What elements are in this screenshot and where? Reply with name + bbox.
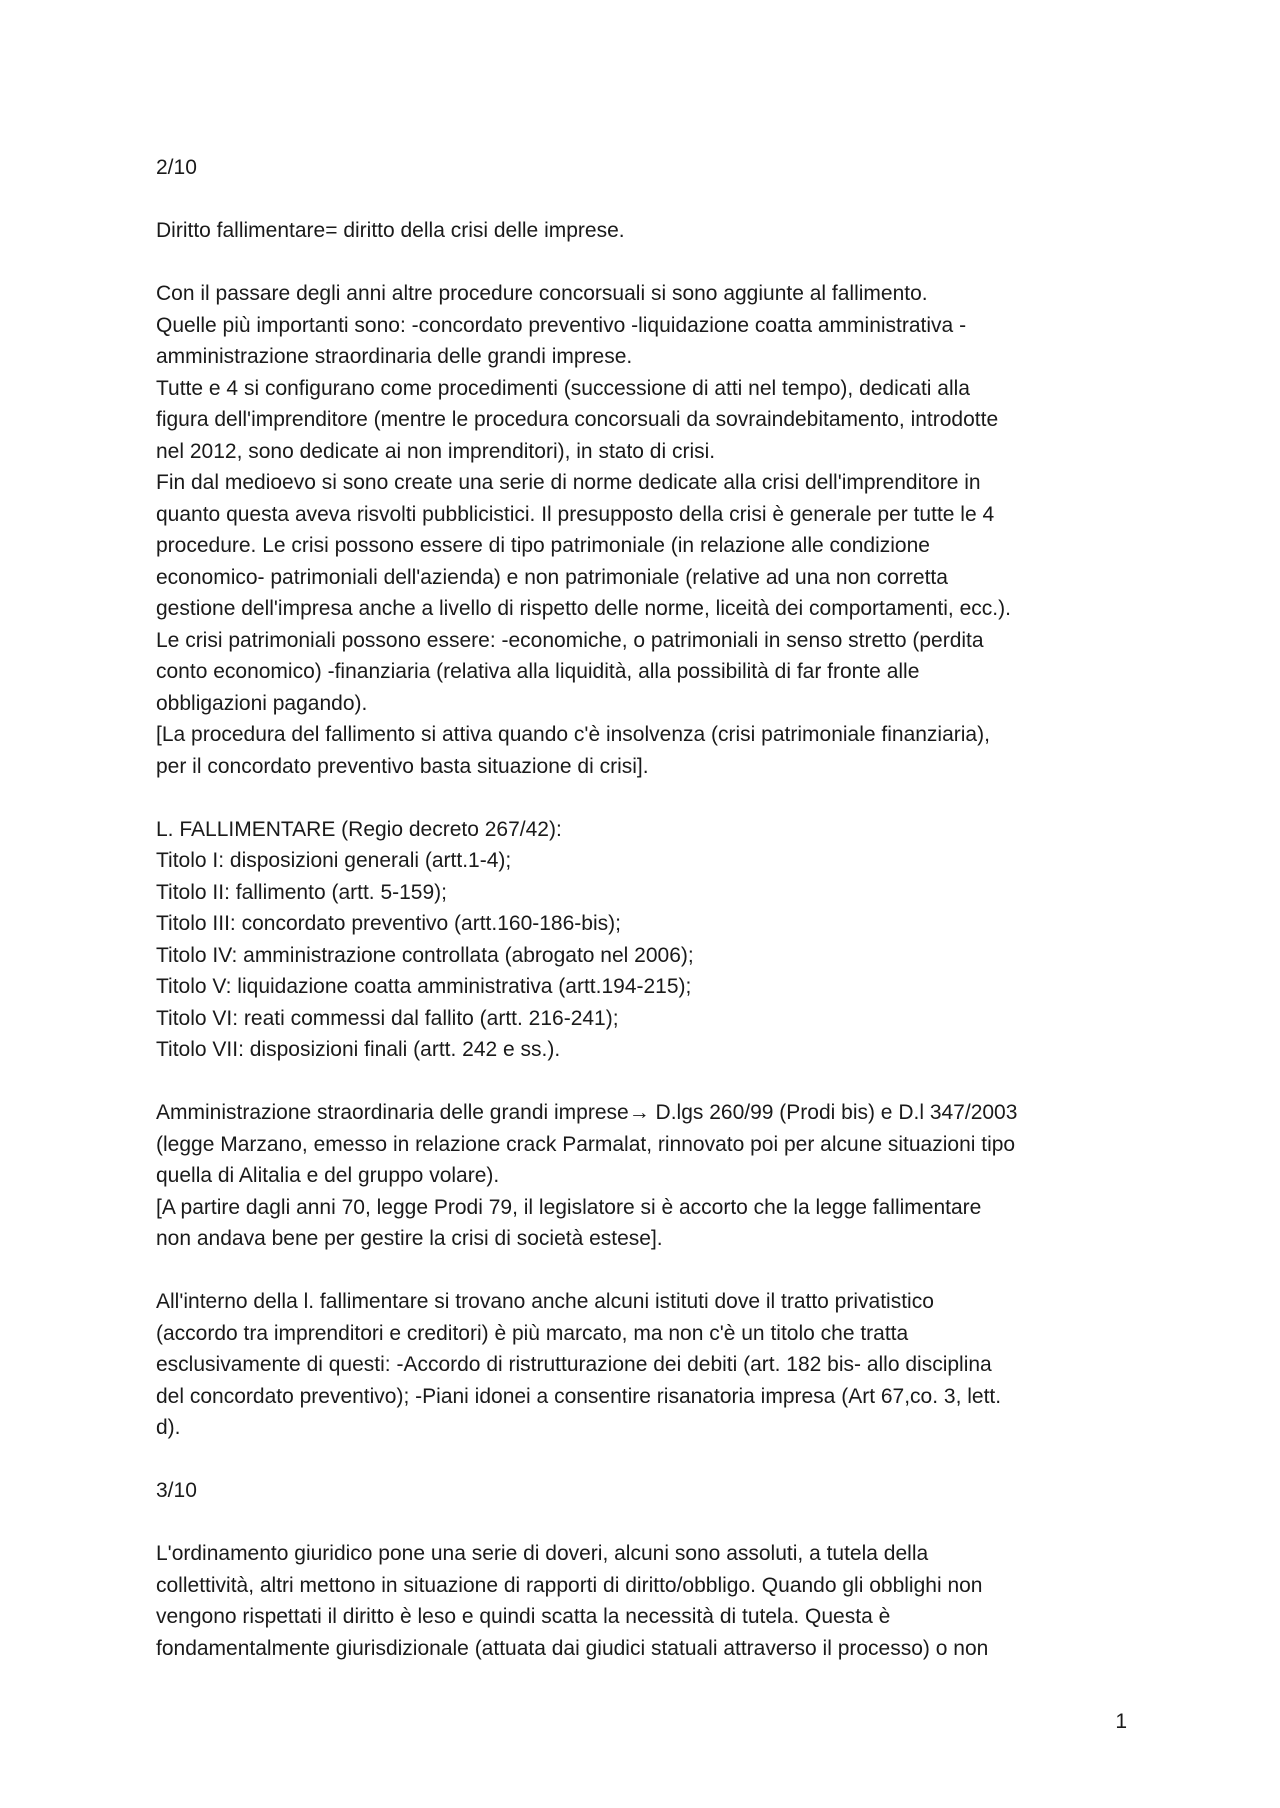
text-line: Con il passare degli anni altre procedure concorsuali si sono aggiunte al fallimento.: [156, 282, 928, 305]
text-line: Le crisi patrimoniali possono essere: -economiche, o patrimoniali in senso stretto (perdita: [156, 628, 984, 652]
text-line: gestione dell'impresa anche a livello di rispetto delle norme, liceità dei comportamenti, ecc.).: [156, 597, 1011, 620]
paragraph-gap: [156, 1255, 1136, 1287]
text-line: Titolo VII: disposizioni finali (artt. 242 e ss.).: [156, 1038, 561, 1061]
text-line: quella di Alitalia e del gruppo volare).: [156, 1164, 500, 1187]
text-line: conto economico) -finanziaria (relativa alla liquidità, alla possibilità di far fronte alle: [156, 660, 920, 683]
text-line: nel 2012, sono dedicate ai non imprenditori), in stato di crisi.: [156, 439, 716, 463]
text-line: non andava bene per gestire la crisi di società estese].: [156, 1227, 663, 1250]
text-line: figura dell'imprenditore (mentre le procedura concorsuali da sovraindebitamento, introdotte: [156, 408, 999, 431]
text-line: collettività, altri mettono in situazione di rapporti di diritto/obbligo. Quando gli obblighi non: [156, 1573, 983, 1597]
text-line: Titolo I: disposizioni generali (artt.1-4);: [156, 849, 512, 872]
text-line: Fin dal medioevo si sono create una serie di norme dedicate alla crisi dell'imprenditore in: [156, 471, 981, 494]
text-line: Titolo II: fallimento (artt. 5-159);: [156, 880, 447, 904]
text-line: Titolo IV: amministrazione controllata (abrogato nel 2006);: [156, 943, 694, 967]
text-line: All'interno della l. fallimentare si trovano anche alcuni istituti dove il tratto privatistico: [156, 1290, 934, 1313]
paragraph-gap: [156, 1507, 1136, 1539]
text-line: Diritto fallimentare= diritto della crisi delle imprese.: [156, 219, 625, 242]
paragraph-gap: [156, 247, 1136, 279]
text-line: Titolo III: concordato preventivo (artt.160-186-bis);: [156, 912, 621, 935]
text-line: Titolo VI: reati commessi dal fallito (artt. 216-241);: [156, 1006, 619, 1030]
text-line: obbligazioni pagando).: [156, 691, 368, 715]
document-body: [156, 152, 1136, 1664]
text-line: procedure. Le crisi possono essere di tipo patrimoniale (in relazione alle condizione: [156, 534, 930, 557]
text-line: 3/10: [156, 1479, 197, 1502]
text-line: fondamentalmente giurisdizionale (attuata dai giudici statuali attraverso il processo) o non: [156, 1636, 989, 1660]
text-line: del concordato preventivo); -Piani idonei a consentire risanatoria impresa (Art 67,co. 3, lett.: [156, 1384, 1002, 1408]
text-line: vengono rispettati il diritto è leso e quindi scatta la necessità di tutela. Questa è: [156, 1605, 891, 1628]
page-number: 1: [1115, 1710, 1127, 1733]
text-line: amministrazione straordinaria delle grandi imprese.: [156, 345, 633, 368]
paragraph-gap: [156, 1066, 1136, 1098]
text-line: per il concordato preventivo basta situazione di crisi].: [156, 754, 649, 778]
text-line: esclusivamente di questi: -Accordo di ristrutturazione dei debiti (art. 182 bis- allo disciplina: [156, 1353, 992, 1376]
text-line: d).: [156, 1416, 181, 1439]
text-line: (legge Marzano, emesso in relazione crack Parmalat, rinnovato poi per alcune situazioni tipo: [156, 1132, 1016, 1156]
paragraph-gap: [156, 184, 1136, 216]
text-line: 2/10: [156, 156, 197, 179]
text-line: [A partire dagli anni 70, legge Prodi 79, il legislatore si è accorto che la legge fallimentare: [156, 1195, 982, 1219]
text-line: (accordo tra imprenditori e creditori) è più marcato, ma non c'è un titolo che tratta: [156, 1321, 909, 1345]
text-line: Amministrazione straordinaria delle grandi imprese→ D.lgs 260/99 (Prodi bis) e D.l 347/2003: [156, 1101, 1018, 1124]
text-line: economico- patrimoniali dell'azienda) e non patrimoniale (relative ad una non corretta: [156, 565, 948, 589]
paragraph-gap: [156, 782, 1136, 814]
text-line: L'ordinamento giuridico pone una serie di doveri, alcuni sono assoluti, a tutela della: [156, 1542, 929, 1565]
text-line: [La procedura del fallimento si attiva quando c'è insolvenza (crisi patrimoniale finanziaria),: [156, 723, 990, 746]
text-line: Quelle più importanti sono: -concordato preventivo -liquidazione coatta amministrativa -: [156, 313, 967, 337]
text-line: Tutte e 4 si configurano come procedimenti (successione di atti nel tempo), dedicati alla: [156, 376, 970, 400]
text-line: quanto questa aveva risvolti pubblicistici. Il presupposto della crisi è generale per tutte le 4: [156, 502, 995, 526]
text-line: L. FALLIMENTARE (Regio decreto 267/42):: [156, 817, 562, 841]
paragraph-gap: [156, 1444, 1136, 1476]
text-line: Titolo V: liquidazione coatta amministrativa (artt.194-215);: [156, 975, 692, 998]
